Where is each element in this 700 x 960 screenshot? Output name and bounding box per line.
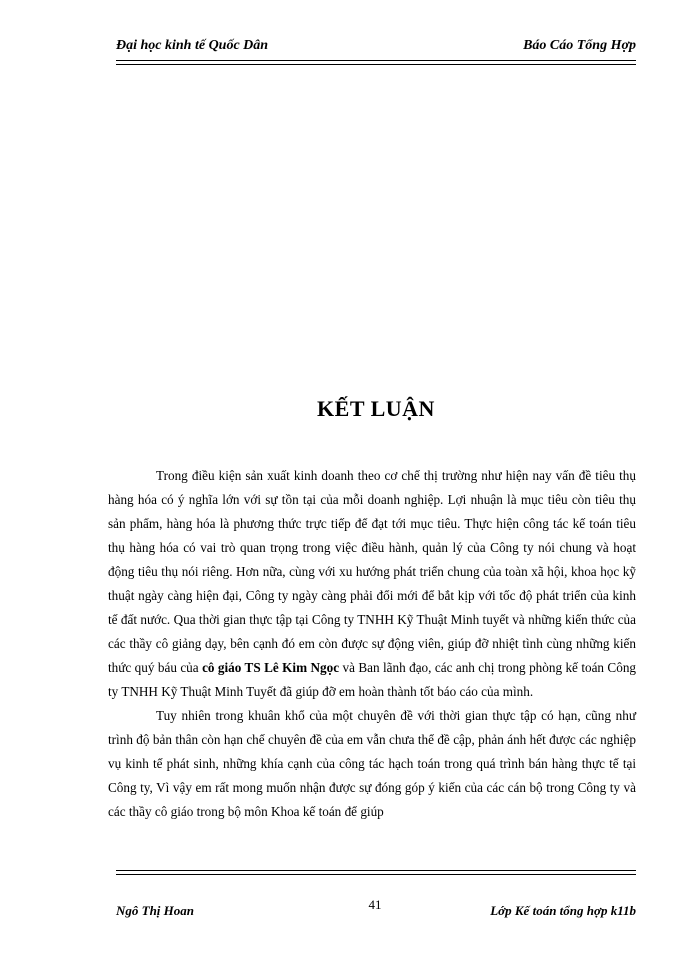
paragraph-1-text: Trong điều kiện sản xuất kinh doanh theo cơ chế thị trường như hiện nay vấn đề tiêu thụ hàng hóa có ý nghĩa lớn với sự tồn tại của mỗi doanh nghiệp. Lợi nhuận là mục tiêu còn tiêu thụ sản phẩm, hàng hóa là phương thức trực tiếp để đạt tới mục tiêu. Thực hiện công tác kế toán tiêu thụ hàng hóa có vai trò quan trọng trong việc điều hành, quản lý của Công ty nói chung và hoạt động tiêu thụ nói riêng. Hơn nữa, cùng với xu hướng phát triển chung của toàn xã hội, khoa học kỹ thuật ngày càng hiện đại, Công ty ngày càng phải đổi mới để bắt kịp với tốc độ phát triển của kinh tế đất nước. Qua thời gian thực tập tại Công ty TNHH Kỹ Thuật Minh tuyết và những kiến thức của các thầy cô giảng dạy, bên cạnh đó em còn được sự động viên, giúp đỡ nhiệt tình cùng những kiến thức quý báu của	[108, 468, 636, 675]
paragraph-2: Tuy nhiên trong khuân khổ của một chuyên đề với thời gian thực tập có hạn, cũng như trình độ bản thân còn hạn chế chuyên đề của em vẫn chưa thể đề cập, phản ánh hết được các nghiệp vụ kinh tế phát sinh, những khía cạnh của công tác hạch toán trong quá trình bán hàng thực tế tại Công ty, Vì vậy em rất mong muốn nhận được sự đóng góp ý kiến của các cán bộ trong Công ty và các thầy cô giáo trong bộ môn Khoa kế toán để giúp	[108, 708, 636, 819]
paragraph-1-ending: và Ban lãnh đạo, các anh chị trong phòng kế toán Công ty TNHH Kỹ Thuật Minh Tuyết đã giúp đỡ em hoàn thành tốt báo cáo của mình.	[108, 660, 637, 699]
page-header	[116, 38, 636, 58]
header-university: Đại học kinh tế Quốc Dân	[116, 38, 269, 53]
header-divider	[116, 60, 636, 65]
footer-author: Ngô Thị Hoan	[116, 903, 195, 918]
advisor-name: cô giáo TS Lê Kim Ngọc	[202, 660, 340, 675]
footer-divider	[116, 870, 636, 875]
section-title: KẾT LUẬN	[317, 396, 435, 421]
body-text	[108, 464, 636, 824]
footer-class: Lớp Kế toán tổng hợp k11b	[490, 903, 636, 918]
paragraph-1	[108, 464, 636, 704]
header-report-title: Báo Cáo Tổng Hợp	[523, 38, 636, 53]
page-number: 41	[368, 897, 382, 912]
